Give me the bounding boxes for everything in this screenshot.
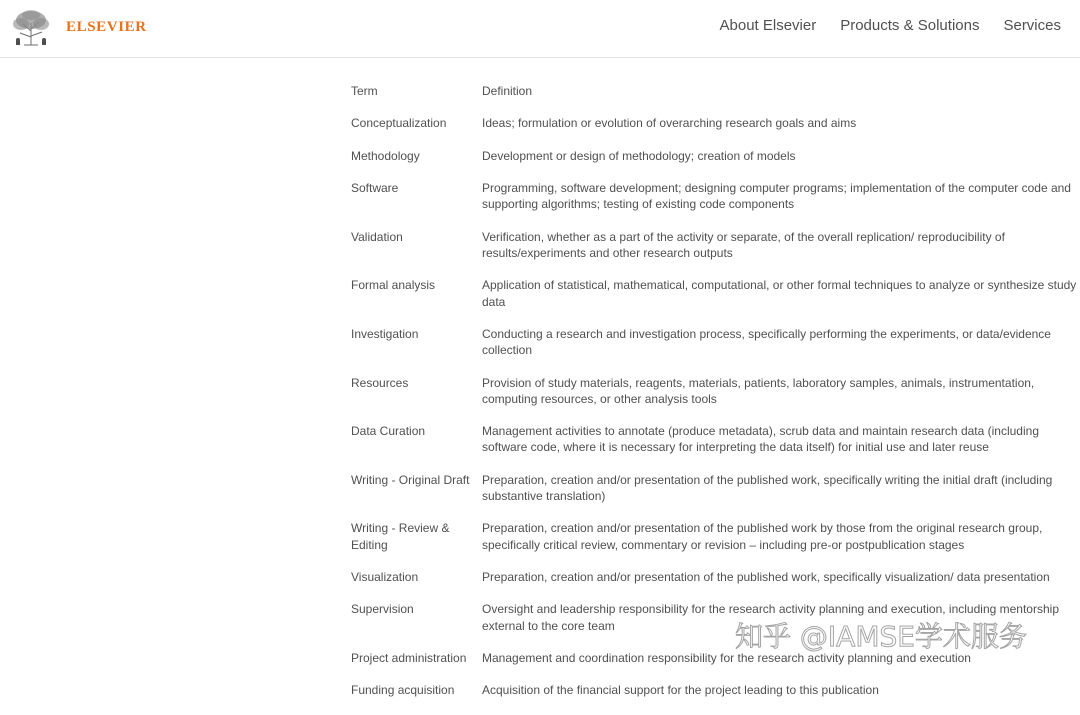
table-row: [351, 115, 1080, 131]
table-row: [351, 472, 1080, 504]
table-row: [351, 601, 1080, 633]
logo-wordmark: ELSEVIER: [66, 19, 147, 35]
table-row: [351, 148, 1080, 164]
term-cell: Conceptualization: [351, 116, 447, 131]
main-nav: [696, 17, 1062, 34]
nav-about-elsevier[interactable]: About Elsevier: [719, 17, 817, 34]
definition-cell: Management activities to annotate (produce metadata), scrub data and maintain research data (including software code, where it is necessary for interpreting the data itself) for initial use and later reuse: [482, 424, 1039, 455]
table-row: [351, 326, 1080, 358]
table-row: [351, 682, 1080, 698]
table-row: [351, 375, 1080, 407]
term-cell: Writing - Review & Editing: [351, 521, 450, 552]
elsevier-logo[interactable]: [10, 9, 147, 46]
column-header-definition: Definition: [482, 84, 533, 98]
credit-taxonomy-table: [351, 83, 1080, 715]
column-header-term: Term: [351, 84, 378, 98]
term-cell: Methodology: [351, 148, 420, 163]
site-header: [0, 0, 1080, 58]
definition-cell: Provision of study materials, reagents, materials, patients, laboratory samples, animals, instrumentation, computing resources, or other analysis tools: [482, 375, 1035, 406]
term-cell: Supervision: [351, 602, 414, 617]
table-row: [351, 650, 1080, 666]
term-cell: Visualization: [351, 569, 419, 584]
term-cell: Software: [351, 181, 399, 196]
nav-services[interactable]: Services: [1003, 17, 1061, 34]
nav-products-solutions[interactable]: Products & Solutions: [840, 17, 980, 34]
table-row: [351, 423, 1080, 455]
definition-cell: Management and coordination responsibility for the research activity planning and execution: [482, 650, 971, 665]
definition-cell: Verification, whether as a part of the activity or separate, of the overall replication/ reproducibility of results/experiments and other research outputs: [482, 229, 1005, 260]
term-cell: Validation: [351, 229, 403, 244]
definition-cell: Ideas; formulation or evolution of overarching research goals and aims: [482, 116, 857, 131]
elsevier-tree-icon: [10, 9, 52, 46]
definition-cell: Conducting a research and investigation process, specifically performing the experiments, or data/evidence collection: [482, 326, 1051, 358]
table-row: [351, 229, 1080, 261]
table-header-row: [351, 83, 1080, 99]
term-cell: Funding acquisition: [351, 683, 455, 698]
definition-cell: Acquisition of the financial support for the project leading to this publication: [482, 683, 879, 698]
definition-cell: Preparation, creation and/or presentation of the published work, specifically visualization/ data presentation: [482, 569, 1050, 584]
definition-cell: Oversight and leadership responsibility for the research activity planning and execution, including mentorship external to the core team: [482, 602, 1059, 633]
term-cell: Project administration: [351, 650, 467, 665]
table-row: [351, 520, 1080, 552]
term-cell: Investigation: [351, 326, 419, 341]
term-cell: Resources: [351, 375, 409, 390]
definition-cell: Development or design of methodology; creation of models: [482, 148, 796, 163]
definition-cell: Preparation, creation and/or presentation of the published work, specifically writing the initial draft (including substantive translation): [482, 472, 1053, 503]
zhihu-watermark: 知乎 @IAMSE学术服务: [735, 620, 1027, 653]
table-row: [351, 180, 1080, 212]
table-row: [351, 277, 1080, 309]
term-cell: Writing - Original Draft: [351, 472, 470, 487]
definition-cell: Preparation, creation and/or presentation of the published work by those from the original research group, specifically critical review, commentary or revision – including pre-or postpublication stages: [482, 521, 1043, 552]
term-cell: Formal analysis: [351, 278, 436, 293]
term-cell: Data Curation: [351, 424, 426, 439]
definition-cell: Application of statistical, mathematical, computational, or other formal techniques to analyze or synthesize study data: [482, 278, 1077, 309]
definition-cell: Programming, software development; designing computer programs; implementation of the computer code and supporting algorithms; testing of existing code components: [482, 181, 1071, 212]
table-row: [351, 569, 1080, 585]
